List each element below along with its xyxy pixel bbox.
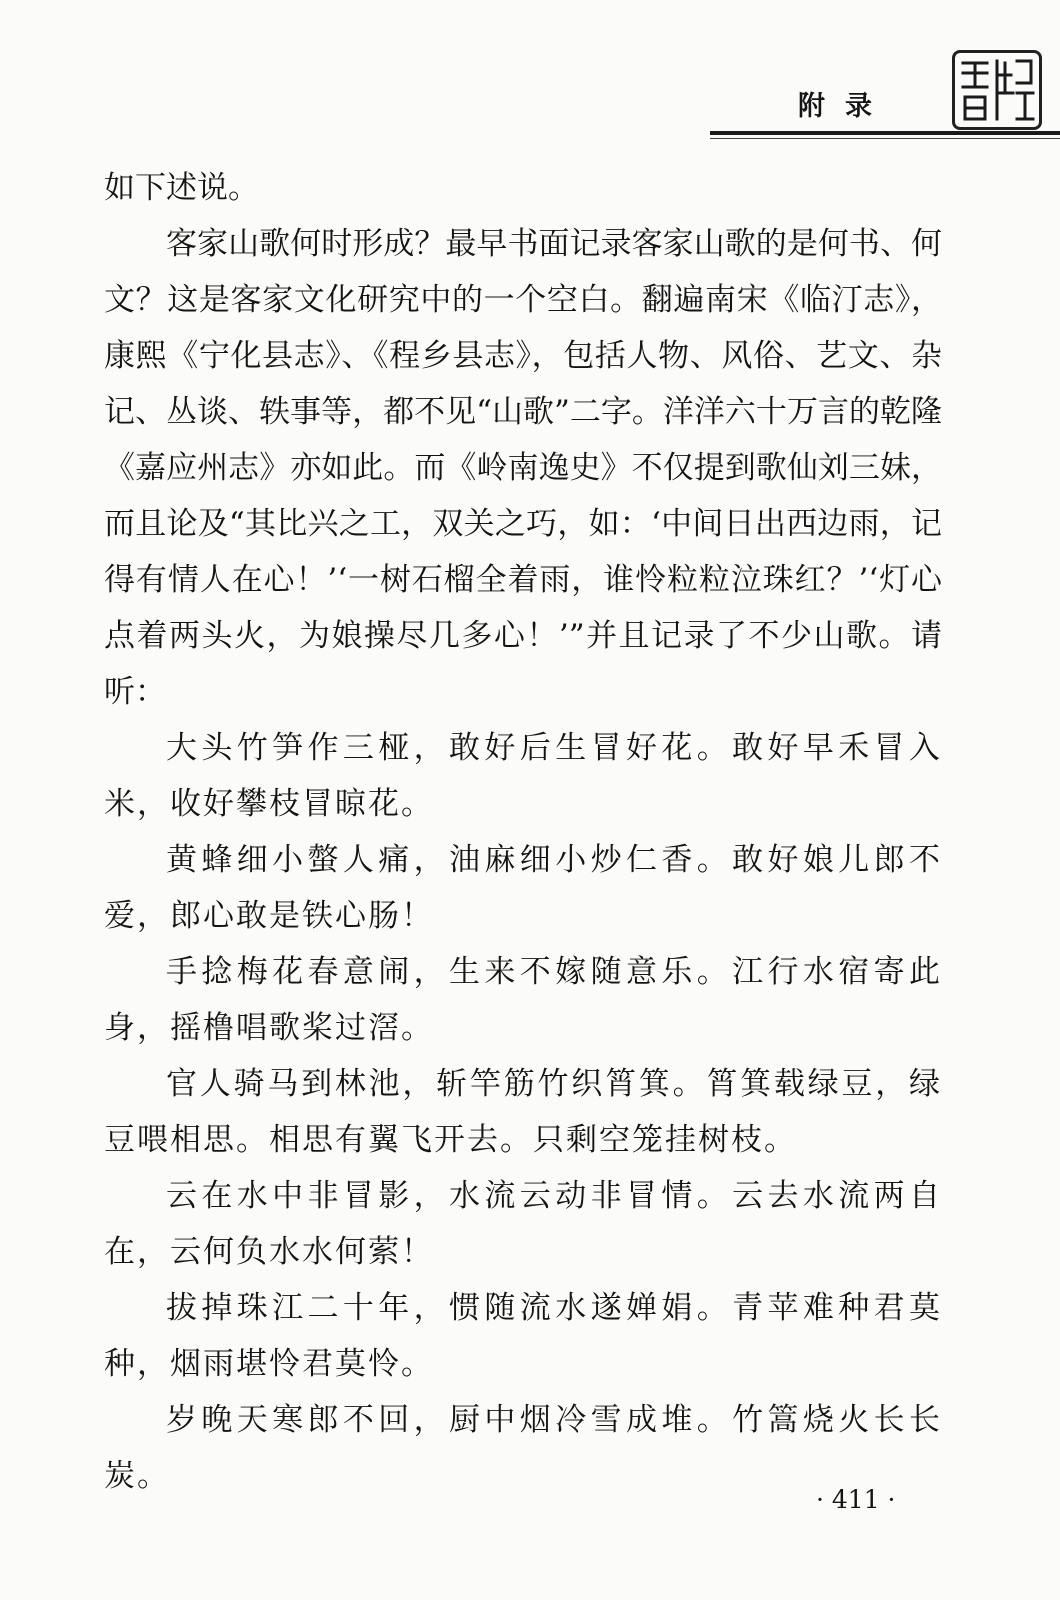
song-verse: 官人骑马到林池，斩竿筋竹织筲箕。筲箕载绿豆，绿豆喂相思。相思有翼飞开去。只剩空笼挂树枝。 bbox=[104, 1066, 942, 1158]
song-verse: 岁晚天寒郎不回，厨中烟冷雪成堆。竹篙烧火长长炭。 bbox=[104, 1402, 942, 1494]
section-label: 附录 bbox=[798, 91, 892, 122]
page-body bbox=[104, 160, 942, 1504]
song-verse: 拔掉珠江二十年，惯随流水遂婵娟。青苹难种君莫种，烟雨堪怜君莫怜。 bbox=[104, 1290, 942, 1382]
song-verse: 云在水中非冒影，水流云动非冒情。云去水流两自在，云何负水水何萦！ bbox=[104, 1178, 942, 1270]
song-verse: 手捻梅花春意闹，生来不嫁随意乐。江行水宿寄此身，摇橹唱歌桨过滘。 bbox=[104, 954, 942, 1046]
song-verse: 黄蜂细小螫人痛，油麻细小炒仁香。敢好娘儿郎不爱，郎心敢是铁心肠！ bbox=[104, 842, 942, 934]
paragraph-continuation: 如下述说。 bbox=[104, 170, 259, 206]
calligraphy-seal-icon bbox=[952, 50, 1042, 130]
header-rule-thin bbox=[710, 138, 1060, 139]
seal-glyph-icon bbox=[955, 53, 1039, 127]
paragraph-main: 客家山歌何时形成？最早书面记录客家山歌的是何书、何文？这是客家文化研究中的一个空白。翻遍南宋《临汀志》，康熙《宁化县志》、《程乡县志》，包括人物、风俗、艺文、杂记、丛谈、轶事等，都不见“山歌”二字。洋洋六十万言的乾隆《嘉应州志》亦如此。而《岭南逸史》不仅提到歌仙刘三妹，而且论及“其比兴之工，双关之巧，如：‘中间日出西边雨，记得有情人在心！’‘一树石榴全着雨，谁怜粒粒泣珠红？’‘灯心点着两头火，为娘操尽几多心！’”并且记录了不少山歌。请听： bbox=[104, 226, 942, 710]
page-number: · 411 · bbox=[816, 1485, 896, 1514]
page-header bbox=[0, 0, 1060, 140]
header-rule bbox=[710, 131, 1060, 135]
song-verse: 大头竹笋作三桠，敢好后生冒好花。敢好早禾冒入米，收好攀枝冒晾花。 bbox=[104, 730, 942, 822]
